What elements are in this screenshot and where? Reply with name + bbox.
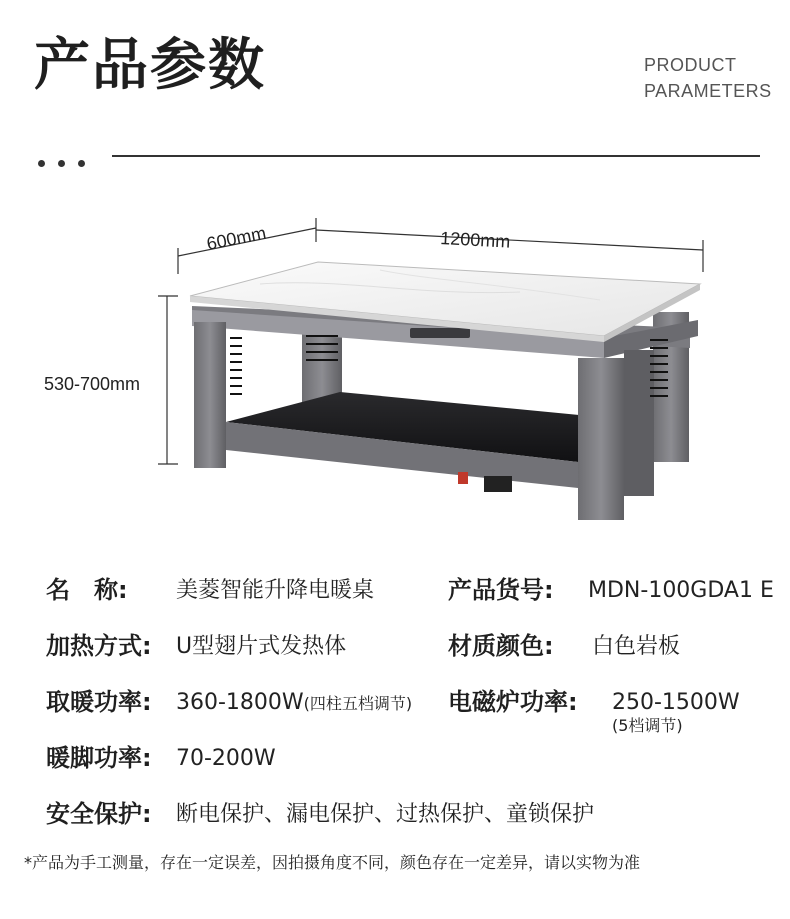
spec-warm-label: 取暖功率: xyxy=(46,688,152,716)
spec-foot-label: 暖脚功率: xyxy=(46,744,152,772)
spec-warm-value xyxy=(176,692,412,714)
english-subtitle-line2: PARAMETERS xyxy=(644,81,772,101)
spec-warm-note: (四柱五档调节) xyxy=(303,694,413,713)
dot-icon xyxy=(78,160,85,167)
spec-foot-value: 70-200W xyxy=(176,746,276,771)
spec-heating-label: 加热方式: xyxy=(46,632,152,660)
footnote: *产品为手工测量，存在一定误差，因拍摄角度不同，颜色存在一定差异，请以实物为准 xyxy=(24,853,641,872)
spec-name-value: 美菱智能升降电暖桌 xyxy=(176,578,375,603)
header-divider xyxy=(112,155,760,157)
spec-material-value: 白色岩板 xyxy=(592,634,681,659)
spec-induction-note: (5档调节) xyxy=(612,716,683,735)
spec-warm-power: 360-1800W xyxy=(176,690,304,715)
spec-name-label: 名 称: xyxy=(46,576,128,604)
spec-model-label: 产品货号: xyxy=(448,576,554,604)
spec-safety-label: 安全保护: xyxy=(46,800,152,828)
english-subtitle-line1: PRODUCT xyxy=(644,55,737,75)
decorative-dots xyxy=(38,152,98,171)
dot-icon xyxy=(38,160,45,167)
heating-table-illustration xyxy=(190,262,700,520)
dot-icon xyxy=(58,160,65,167)
depth-dimension: 600mm xyxy=(204,222,268,254)
spec-model-value: MDN-100GDA1 E xyxy=(588,578,774,603)
spec-material-label: 材质颜色: xyxy=(448,632,554,660)
english-subtitle xyxy=(644,52,772,104)
page-title: 产品参数 xyxy=(34,33,266,98)
spec-heating-value: U型翅片式发热体 xyxy=(176,634,347,659)
spec-induction-label: 电磁炉功率: xyxy=(448,688,578,716)
height-dimension: 530-700mm xyxy=(44,374,141,394)
spec-induction-value: 250-1500W xyxy=(612,690,740,715)
spec-safety-value: 断电保护、漏电保护、过热保护、童锁保护 xyxy=(176,802,595,827)
width-dimension: 1200mm xyxy=(439,228,511,252)
product-dimension-figure xyxy=(0,200,790,540)
